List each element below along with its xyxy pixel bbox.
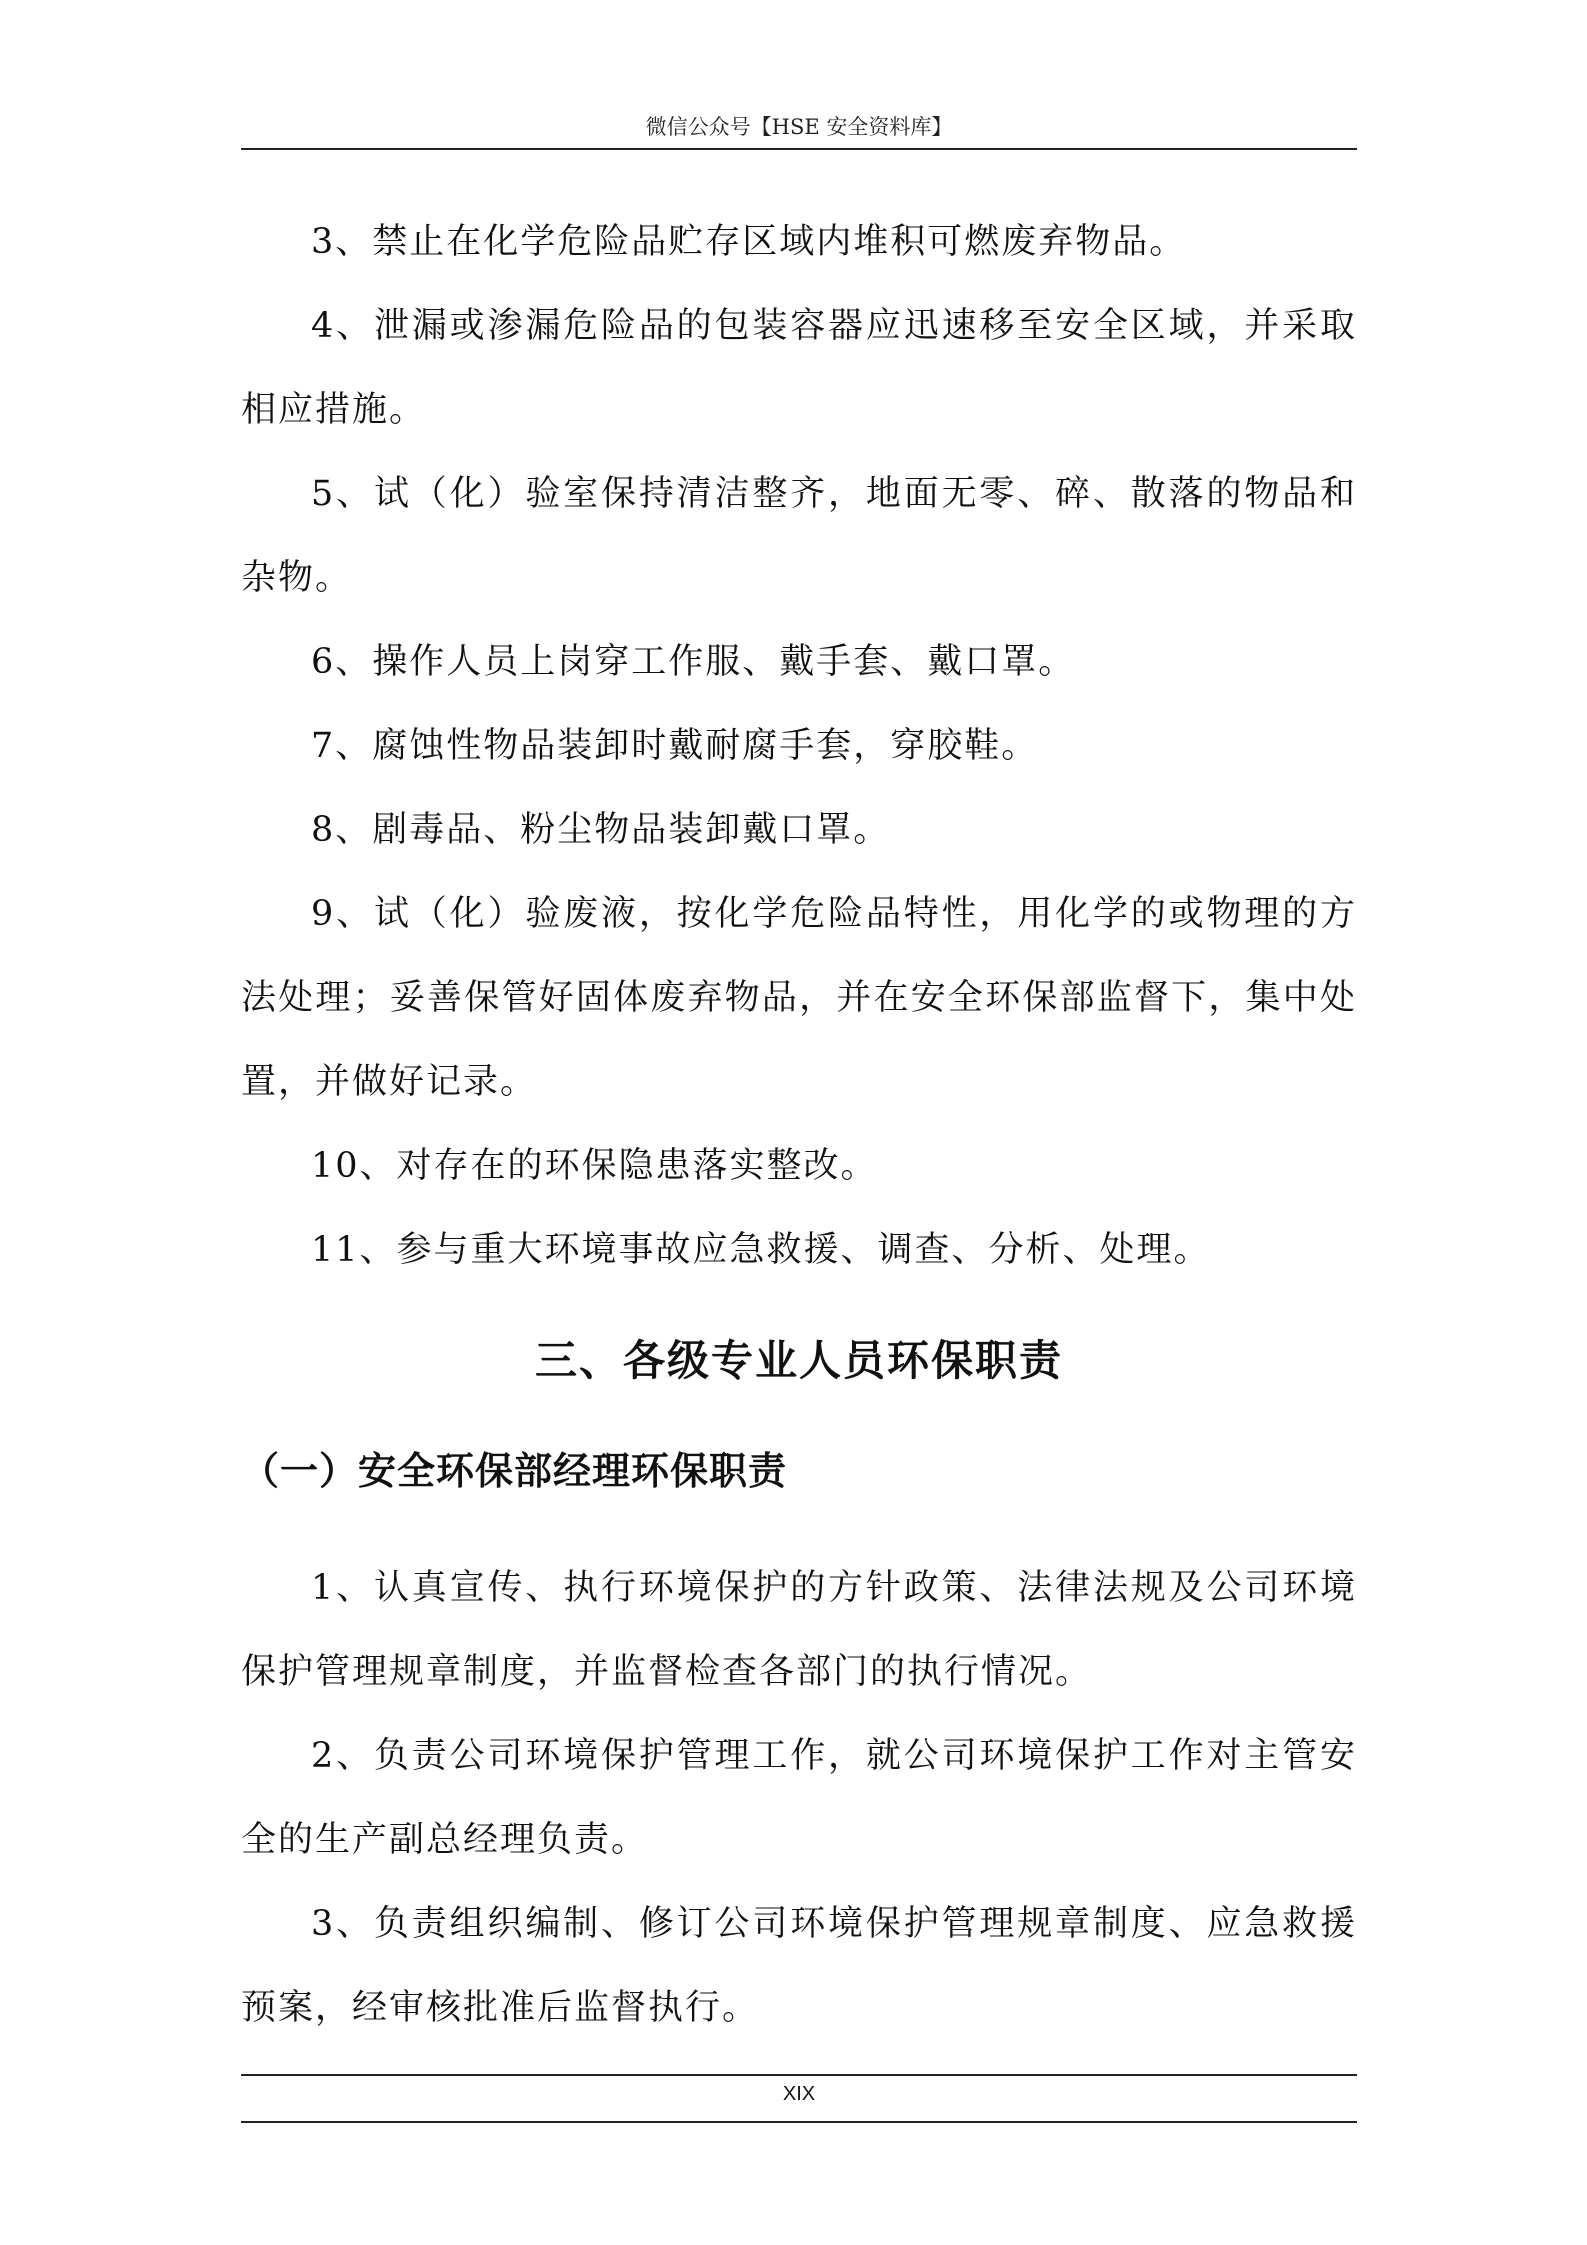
paragraph-item-7: 7、腐蚀性物品装卸时戴耐腐手套，穿胶鞋。: [311, 726, 1039, 766]
footer-divider-bottom: [241, 2121, 1357, 2123]
paragraph-item-5: 5、试（化）验室保持清洁整齐，地面无零、碎、散落的物品和杂物。: [241, 474, 1357, 598]
paragraph-duty-1: 1、认真宣传、执行环境保护的方针政策、法律法规及公司环境保护管理规章制度，并监督检查各部门的执行情况。: [241, 1568, 1357, 1692]
paragraph-item-10: 10、对存在的环保隐患落实整改。: [311, 1146, 878, 1186]
section-title: 三、各级专业人员环保职责: [534, 1336, 1063, 1385]
page-header: 微信公众号【HSE 安全资料库】: [645, 115, 953, 139]
subsection-title: （一）安全环保部经理环保职责: [241, 1448, 788, 1493]
footer-divider-top: [241, 2074, 1357, 2076]
paragraph-item-11: 11、参与重大环境事故应急救援、调查、分析、处理。: [311, 1230, 1211, 1270]
paragraph-duty-2: 2、负责公司环境保护管理工作，就公司环境保护工作对主管安全的生产副总经理负责。: [241, 1736, 1357, 1860]
paragraph-item-4: 4、泄漏或渗漏危险品的包装容器应迅速移至安全区域，并采取相应措施。: [241, 306, 1357, 430]
paragraph-item-9: 9、试（化）验废液，按化学危险品特性，用化学的或物理的方法处理；妥善保管好固体废弃物品，并在安全环保部监督下，集中处置，并做好记录。: [241, 894, 1357, 1102]
paragraph-duty-3: 3、负责组织编制、修订公司环境保护管理规章制度、应急救援预案，经审核批准后监督执行。: [241, 1904, 1357, 2028]
paragraph-item-3: 3、禁止在化学危险品贮存区域内堆积可燃废弃物品。: [311, 222, 1187, 262]
document-body: [241, 200, 1357, 2050]
page-number: XIX: [782, 2083, 816, 2105]
paragraph-item-6: 6、操作人员上岗穿工作服、戴手套、戴口罩。: [311, 642, 1076, 682]
header-divider: [241, 148, 1357, 150]
paragraph-item-8: 8、剧毒品、粉尘物品装卸戴口罩。: [311, 810, 891, 850]
